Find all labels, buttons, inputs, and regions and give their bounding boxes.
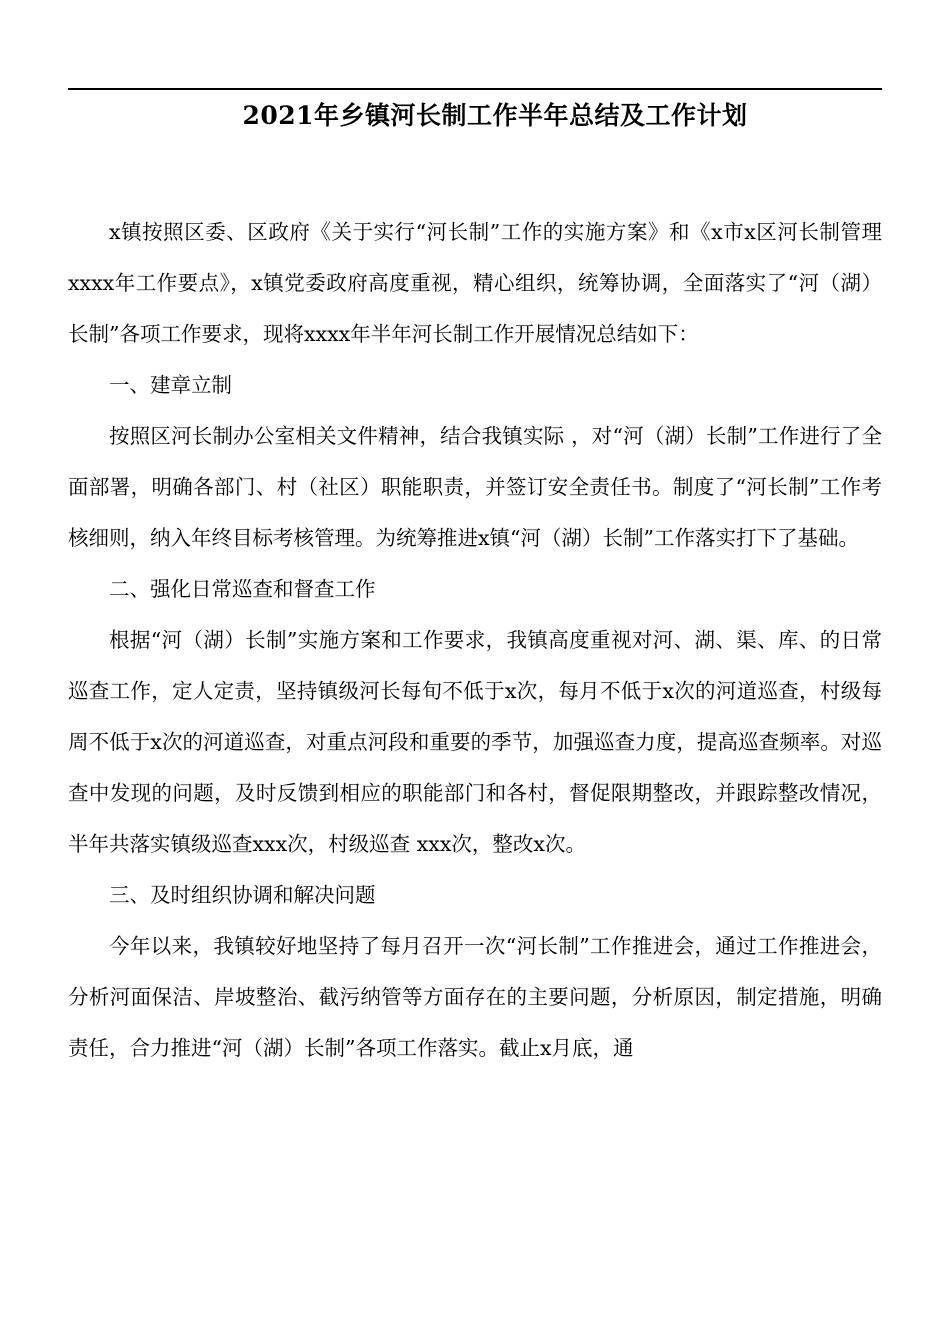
document-body [68, 207, 882, 1074]
section-heading-1: 一、建章立制 [109, 373, 232, 397]
intro-paragraph: x镇按照区委、区政府《关于实行“河长制”工作的实施方案》和《x市x区河长制管理xxxx年工作要点》，x镇党委政府高度重视，精心组织，统筹协调，全面落实了“河（湖）长制”各项工作要求，现将xxxx年半年河长制工作开展情况总结如下： [68, 220, 882, 346]
section-heading-3: 三、及时组织协调和解决问题 [109, 883, 376, 907]
section-3-paragraph: 今年以来，我镇较好地坚持了每月召开一次“河长制”工作推进会，通过工作推进会，分析河面保洁、岸坡整治、截污纳管等方面存在的主要问题，分析原因，制定措施，明确责任，合力推进“河（湖）长制”各项工作落实。截止x月底，通 [68, 934, 882, 1060]
document-title: 2021年乡镇河长制工作半年总结及工作计划 [242, 101, 748, 130]
section-heading-2: 二、强化日常巡查和督查工作 [109, 577, 376, 601]
header-rule [68, 88, 882, 90]
section-1-paragraph: 按照区河长制办公室相关文件精神，结合我镇实际 ，对“河（湖）长制”工作进行了全面部署，明确各部门、村（社区）职能职责，并签订安全责任书。制度了“河长制”工作考核细则，纳入年终目标考核管理。为统筹推进x镇“河（湖）长制”工作落实打下了基础。 [68, 424, 882, 550]
section-2-paragraph: 根据“河（湖）长制”实施方案和工作要求，我镇高度重视对河、湖、渠、库、的日常巡查工作，定人定责，坚持镇级河长每旬不低于x次，每月不低于x次的河道巡查，村级每周不低于x次的河道巡查，对重点河段和重要的季节，加强巡查力度，提高巡查频率。对巡查中发现的问题，及时反馈到相应的职能部门和各村，督促限期整改，并跟踪整改情况，半年共落实镇级巡查xxx次，村级巡查 xxx次，整改x次。 [68, 628, 882, 856]
